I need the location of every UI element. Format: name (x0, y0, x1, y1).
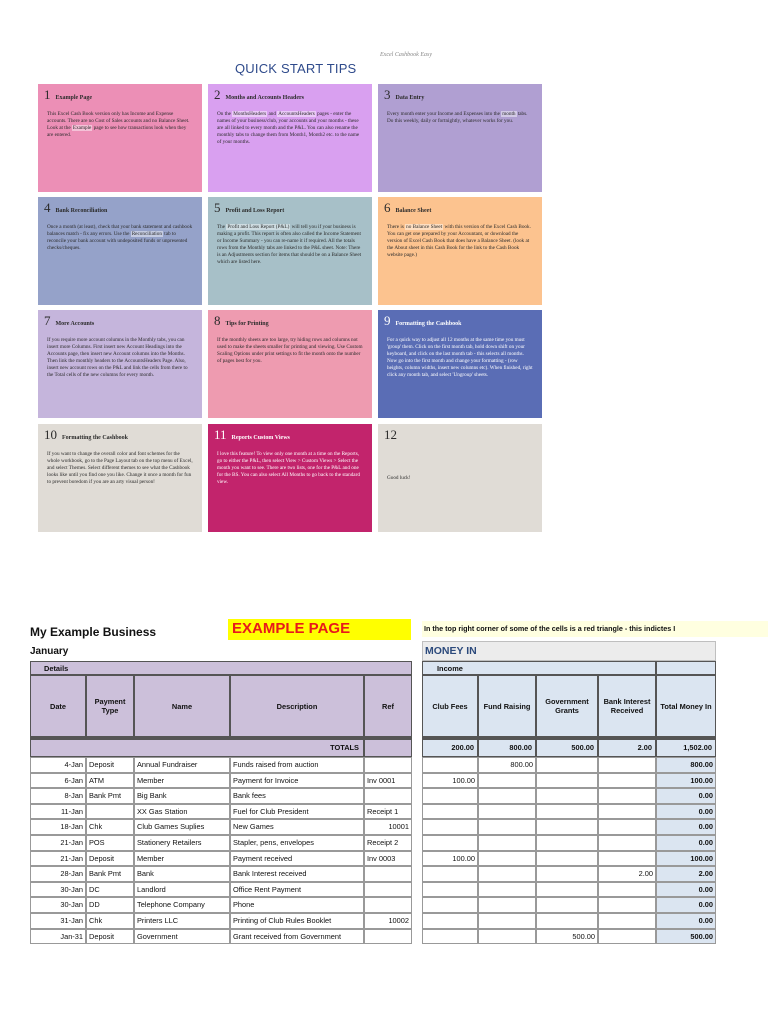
row-date[interactable]: 28-Jan (30, 866, 86, 882)
row-income-value[interactable] (598, 773, 656, 789)
tip-number: 11 (214, 427, 227, 442)
row-ref[interactable]: Receipt 2 (364, 835, 412, 851)
row-name[interactable]: Member (134, 851, 230, 867)
row-income-value[interactable] (422, 757, 478, 773)
tip-highlight-link[interactable]: Reconciliation (131, 230, 162, 237)
tip-body (384, 224, 536, 259)
tip-title: Bank Reconciliation (55, 208, 108, 214)
tip-body (384, 337, 536, 378)
tip-number: 2 (214, 87, 221, 102)
tip-text: There is (387, 224, 406, 230)
row-income-value[interactable]: 800.00 (478, 757, 536, 773)
row-income-value[interactable] (422, 882, 478, 898)
tip-title: Tips for Printing (225, 321, 269, 327)
money-in-label: MONEY IN (422, 641, 716, 661)
tip-body (44, 224, 196, 252)
tip-text: pages - enter the names of your business/club, your accounts and your months - these are all linked to every month and the P&L. You can also rename the monthly tabs to change them from Month1, Month2 etc. to the name of your months. (217, 111, 360, 145)
row-income-value[interactable]: 500.00 (536, 929, 598, 945)
tip-number: 3 (384, 87, 391, 102)
row-description[interactable]: Grant received from Government (230, 929, 364, 945)
tip-tile-header (214, 201, 366, 214)
row-name[interactable]: XX Gas Station (134, 804, 230, 820)
row-name[interactable]: Telephone Company (134, 897, 230, 913)
tip-body (384, 475, 536, 482)
row-income-value[interactable] (478, 835, 536, 851)
row-income-value[interactable] (536, 773, 598, 789)
totals-ref-blank (364, 739, 412, 757)
row-ref[interactable] (364, 866, 412, 882)
tip-title: Example Page (55, 95, 92, 101)
tip-tile-header (214, 314, 366, 327)
row-total-money-in[interactable]: 0.00 (656, 835, 716, 851)
row-date[interactable]: 8-Jan (30, 788, 86, 804)
row-name[interactable]: Club Games Suplies (134, 819, 230, 835)
tip-tile-header (384, 314, 536, 327)
row-income-value[interactable] (598, 897, 656, 913)
row-description[interactable]: Funds raised from auction (230, 757, 364, 773)
row-ref[interactable] (364, 897, 412, 913)
quick-start-title: QUICK START TIPS (235, 61, 357, 76)
tip-text: This Excel Cash Book version only has Income and Expense accounts. There are no Cost of Sales accounts and no Balance Sheet. Look at the (47, 111, 190, 131)
row-income-value[interactable] (422, 929, 478, 945)
tip-text: Good luck! (387, 475, 411, 481)
tip-text: will tell you if your business is making a profit. This report is often also called the Income Statement or Income Summary - you can re-name it if required. All the totals rows from the Monthly tabs are linked to the P&L sheet. Note: There is an Adjustments section for items that should be on a Balance Sheet which are listed here. (217, 224, 362, 265)
row-income-value[interactable] (598, 882, 656, 898)
tip-tile-2 (208, 84, 372, 192)
column-header-payment-type[interactable]: Payment Type (86, 675, 134, 737)
tip-text: Every month enter your Income and Expenses into the (387, 111, 502, 117)
row-payment-type[interactable]: Chk (86, 819, 134, 835)
row-income-value[interactable] (598, 851, 656, 867)
row-income-value[interactable] (536, 804, 598, 820)
row-income-value[interactable] (478, 788, 536, 804)
tip-title: Profit and Loss Report (225, 208, 285, 214)
tip-text: and (267, 111, 278, 117)
row-income-value[interactable] (536, 882, 598, 898)
row-ref[interactable]: 10002 (364, 913, 412, 929)
row-income-value[interactable] (598, 835, 656, 851)
column-header-ref[interactable]: Ref (364, 675, 412, 737)
column-header-government-grants[interactable]: Government Grants (536, 675, 598, 737)
row-description[interactable]: Fuel for Club President (230, 804, 364, 820)
tip-highlight-link[interactable]: MonthsHeaders (233, 111, 267, 117)
row-total-money-in[interactable]: 0.00 (656, 819, 716, 835)
row-description[interactable]: Bank fees (230, 788, 364, 804)
row-description[interactable]: Payment received (230, 851, 364, 867)
row-ref[interactable] (364, 882, 412, 898)
row-payment-type[interactable]: POS (86, 835, 134, 851)
row-income-value[interactable] (478, 866, 536, 882)
tip-body (44, 111, 196, 139)
row-total-money-in[interactable]: 100.00 (656, 773, 716, 789)
tip-title: Months and Accounts Headers (225, 95, 305, 101)
tip-tile-header (44, 428, 196, 441)
row-ref[interactable] (364, 757, 412, 773)
tip-text: The (217, 224, 227, 230)
row-income-value[interactable] (478, 897, 536, 913)
column-header-bank-interest-received[interactable]: Bank Interest Received (598, 675, 656, 737)
tip-title: Reports Custom Views (231, 435, 290, 441)
row-name[interactable]: Landlord (134, 882, 230, 898)
row-income-value[interactable] (598, 929, 656, 945)
tip-body (214, 224, 366, 265)
row-income-value[interactable] (478, 913, 536, 929)
row-income-value[interactable] (422, 819, 478, 835)
row-ref[interactable]: Inv 0003 (364, 851, 412, 867)
row-income-value[interactable] (422, 788, 478, 804)
row-description[interactable]: New Games (230, 819, 364, 835)
row-date[interactable]: 21-Jan (30, 835, 86, 851)
income-header-spacer (656, 661, 716, 675)
row-income-value[interactable] (478, 773, 536, 789)
row-total-money-in[interactable]: 0.00 (656, 897, 716, 913)
row-income-value[interactable] (598, 757, 656, 773)
column-header-club-fees[interactable]: Club Fees (422, 675, 478, 737)
row-name[interactable]: Big Bank (134, 788, 230, 804)
row-income-value[interactable] (536, 913, 598, 929)
total-value: 2.00 (598, 739, 656, 757)
row-income-value[interactable] (478, 929, 536, 945)
row-payment-type[interactable]: Deposit (86, 929, 134, 945)
row-date[interactable]: 30-Jan (30, 882, 86, 898)
column-header-total-money-in[interactable]: Total Money In (656, 675, 716, 737)
row-total-money-in[interactable]: 2.00 (656, 866, 716, 882)
row-payment-type[interactable]: Deposit (86, 851, 134, 867)
tip-highlight-link[interactable]: Profit and Loss Report (P&L) (227, 224, 290, 230)
row-date[interactable]: 31-Jan (30, 913, 86, 929)
row-income-value[interactable] (478, 819, 536, 835)
income-section-label: Income (422, 661, 656, 675)
tip-highlight-link[interactable]: Example (72, 124, 92, 131)
column-header-name[interactable]: Name (134, 675, 230, 737)
row-payment-type[interactable]: Chk (86, 913, 134, 929)
example-page-label: EXAMPLE PAGE (232, 620, 351, 637)
tip-title: Formatting the Cashbook (395, 321, 462, 327)
row-name[interactable]: Government (134, 929, 230, 945)
row-income-value[interactable] (422, 835, 478, 851)
total-value: 200.00 (422, 739, 478, 757)
tip-tile-header (214, 428, 366, 441)
row-description[interactable]: Printing of Club Rules Booklet (230, 913, 364, 929)
tip-highlight-link[interactable]: AccountsHeaders (278, 111, 315, 117)
tip-body (214, 337, 366, 365)
row-ref[interactable]: Receipt 1 (364, 804, 412, 820)
brand-text: Excel Cashbook Easy (380, 52, 432, 58)
total-value: 800.00 (478, 739, 536, 757)
total-value: 500.00 (536, 739, 598, 757)
tip-tile-header (384, 88, 536, 101)
tip-number: 6 (384, 200, 391, 215)
row-payment-type[interactable]: DD (86, 897, 134, 913)
row-description[interactable]: Phone (230, 897, 364, 913)
row-payment-type[interactable]: ATM (86, 773, 134, 789)
row-income-value[interactable] (598, 913, 656, 929)
row-income-value[interactable] (598, 819, 656, 835)
tip-number: 5 (214, 200, 221, 215)
row-income-value[interactable] (478, 851, 536, 867)
row-income-value[interactable] (536, 866, 598, 882)
row-income-value[interactable] (536, 897, 598, 913)
row-income-value[interactable] (478, 882, 536, 898)
tip-highlight-link[interactable]: month (502, 111, 516, 117)
row-payment-type[interactable]: Bank Pmt (86, 788, 134, 804)
row-income-value[interactable] (422, 913, 478, 929)
tip-tile-10 (38, 424, 202, 532)
tip-tile-11 (208, 424, 372, 532)
row-ref[interactable] (364, 788, 412, 804)
tip-text: If the monthly sheets are too large, try hiding rows and columns not used to make the sheets smaller for printing and viewing. Use Custom Scaling Options under print settings to fit the month onto the number of pages best for you. (217, 337, 363, 364)
row-payment-type[interactable]: Deposit (86, 757, 134, 773)
tip-body (44, 451, 196, 486)
tip-text: Once a month (at least), check that your bank statement and cashbook balances match - fix any errors. Use the (47, 224, 193, 237)
row-total-money-in[interactable]: 0.00 (656, 788, 716, 804)
tip-text: On the (217, 111, 233, 117)
tip-title: Formatting the Cashbook (62, 435, 129, 441)
row-income-value[interactable]: 2.00 (598, 866, 656, 882)
tip-title: More Accounts (55, 321, 95, 327)
tip-body (214, 111, 366, 146)
tip-body (214, 451, 366, 486)
tip-number: 7 (44, 313, 51, 328)
column-header-date[interactable]: Date (30, 675, 86, 737)
row-ref[interactable] (364, 929, 412, 945)
row-income-value[interactable]: 100.00 (422, 773, 478, 789)
tip-tile-6 (378, 197, 542, 305)
month-label: January (30, 646, 69, 657)
row-total-money-in[interactable]: 800.00 (656, 757, 716, 773)
row-income-value[interactable] (422, 804, 478, 820)
row-description[interactable]: Stapler, pens, envelopes (230, 835, 364, 851)
tip-text: page to see how transactions look when they are entered. (47, 124, 187, 138)
row-income-value[interactable] (598, 804, 656, 820)
row-income-value[interactable] (422, 866, 478, 882)
tip-tile-12 (378, 424, 542, 532)
row-description[interactable]: Payment for Invoice (230, 773, 364, 789)
row-date[interactable]: Jan-31 (30, 929, 86, 945)
tip-tile-header (384, 428, 536, 441)
tip-text: If you want to change the overall color and font schemes for the whole workbook, go to the Page Layout tab on the top menu of Excel, and select Themes. Select different themes to see what the Cashbook looks like until you find one you like. Change it once a month for fun to prevent boredom if you are an arty visual person! (47, 451, 193, 485)
tip-title: Data Entry (395, 95, 425, 101)
row-income-value[interactable] (536, 819, 598, 835)
tip-number: 1 (44, 87, 51, 102)
tip-number: 4 (44, 200, 51, 215)
row-total-money-in[interactable]: 0.00 (656, 882, 716, 898)
tip-tile-header (384, 201, 536, 214)
row-income-value[interactable]: 100.00 (422, 851, 478, 867)
tip-tile-4 (38, 197, 202, 305)
row-ref[interactable]: Inv 0001 (364, 773, 412, 789)
tip-body (44, 337, 196, 378)
tip-number: 9 (384, 313, 391, 328)
row-name[interactable]: Printers LLC (134, 913, 230, 929)
row-date[interactable]: 6-Jan (30, 773, 86, 789)
totals-label: TOTALS (30, 739, 364, 757)
row-name[interactable]: Stationery Retailers (134, 835, 230, 851)
tip-tile-8 (208, 310, 372, 418)
tip-tile-header (214, 88, 366, 101)
tip-tile-9 (378, 310, 542, 418)
row-name[interactable]: Bank (134, 866, 230, 882)
row-date[interactable]: 11-Jan (30, 804, 86, 820)
row-total-money-in[interactable]: 500.00 (656, 929, 716, 945)
tip-text: If you require more account columns in the Monthly tabs, you can insert more Columns. First insert new Account Headings into the Accounts page, then insert new Account columns into the Months. Then link the monthly headers to the AccountsHeaders Page. Also, insert new account rows on the P&L and link the cells from there to the Total cells of the new columns for every month. (47, 337, 188, 378)
row-income-value[interactable] (598, 788, 656, 804)
row-ref[interactable]: 10001 (364, 819, 412, 835)
row-date[interactable]: 30-Jan (30, 897, 86, 913)
tip-text: with this version of the Excel Cash Book. You can get one prepared by your Accountant, or download the version of Excel Cash Book that does have a Balance Sheet. (look at the About sheet in this Cash Book for the link to the Cash Book website page.) (387, 224, 531, 258)
row-name[interactable]: Member (134, 773, 230, 789)
row-payment-type[interactable]: DC (86, 882, 134, 898)
tip-text: For a quick way to adjust all 12 months at the same time you must 'group' them. Click on the first month tab, hold down shift on your keyboard, and click on the last month tab - this selects all months. Now go into the first month and change your formatting - (row heights, column widths, insert new columns etc). When finished, right click any month tab, and select 'Ungroup' sheets. (387, 337, 533, 378)
details-section-label: Details (30, 661, 412, 675)
tip-tile-7 (38, 310, 202, 418)
tip-number: 10 (44, 427, 57, 442)
row-description[interactable]: Office Rent Payment (230, 882, 364, 898)
tip-tile-3 (378, 84, 542, 192)
tip-number: 8 (214, 313, 221, 328)
tip-tile-header (44, 88, 196, 101)
tip-body (384, 111, 536, 125)
row-income-value[interactable] (536, 835, 598, 851)
tip-text: tabs. Do this weekly, daily or fortnightly, whatever works for you. (387, 111, 528, 124)
tip-text: tab to reconcile your bank account with undeposited funds or unpresented checks/cheques. (47, 230, 188, 251)
row-date[interactable]: 18-Jan (30, 819, 86, 835)
red-triangle-note[interactable]: In the top right corner of some of the cells is a red triangle - this indictes I (422, 621, 768, 637)
row-income-value[interactable] (536, 851, 598, 867)
row-date[interactable]: 4-Jan (30, 757, 86, 773)
row-total-money-in[interactable]: 0.00 (656, 913, 716, 929)
tip-tile-header (44, 201, 196, 214)
row-name[interactable]: Annual Fundraiser (134, 757, 230, 773)
row-description[interactable]: Bank Interest received (230, 866, 364, 882)
tip-text: I love this feature! To view only one month at a time on the Reports, go to either the P&L, then select View > Custom Views > Select the month you want to see. There are two lists, one for the P&L and one for the BS. You can also select All Months to go back to the standard view. (217, 451, 360, 485)
row-date[interactable]: 21-Jan (30, 851, 86, 867)
business-name: My Example Business (30, 625, 157, 639)
row-payment-type[interactable]: Bank Pmt (86, 866, 134, 882)
row-income-value[interactable] (536, 757, 598, 773)
row-total-money-in[interactable]: 0.00 (656, 804, 716, 820)
column-header-fund-raising[interactable]: Fund Raising (478, 675, 536, 737)
column-header-description[interactable]: Description (230, 675, 364, 737)
tip-title: Balance Sheet (395, 208, 432, 214)
row-payment-type[interactable] (86, 804, 134, 820)
tip-tile-5 (208, 197, 372, 305)
tip-tile-header (44, 314, 196, 327)
row-income-value[interactable] (422, 897, 478, 913)
tip-number: 12 (384, 427, 397, 442)
total-value: 1,502.00 (656, 739, 716, 757)
row-income-value[interactable] (478, 804, 536, 820)
tip-tile-1 (38, 84, 202, 192)
tip-highlight-link[interactable]: no Balance Sheet (406, 224, 443, 230)
row-total-money-in[interactable]: 100.00 (656, 851, 716, 867)
row-income-value[interactable] (536, 788, 598, 804)
